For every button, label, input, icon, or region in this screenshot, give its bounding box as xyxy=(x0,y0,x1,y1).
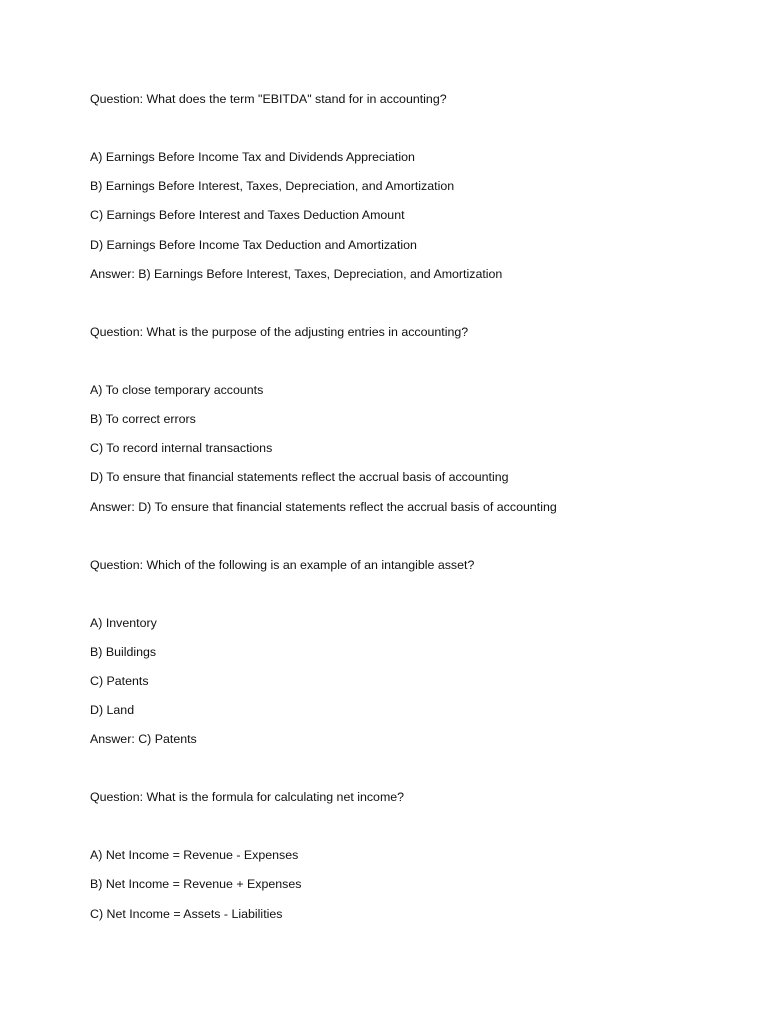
option-c: C) Net Income = Assets - Liabilities xyxy=(90,906,283,921)
question-text: Question: What is the purpose of the adjusting entries in accounting? xyxy=(90,324,469,339)
quiz-item xyxy=(90,324,730,515)
option-c: C) Earnings Before Interest and Taxes Deduction Amount xyxy=(90,208,405,223)
option-b: B) Net Income = Revenue + Expenses xyxy=(90,877,302,892)
answer-text: Answer: D) To ensure that financial statements reflect the accrual basis of accounting xyxy=(90,499,557,514)
question-text: Question: Which of the following is an example of an intangible asset? xyxy=(90,557,475,572)
option-a: A) Earnings Before Income Tax and Dividends Appreciation xyxy=(90,150,415,164)
option-c: C) To record internal transactions xyxy=(90,441,273,456)
answer-text: Answer: C) Patents xyxy=(90,732,197,747)
option-a: A) To close temporary accounts xyxy=(90,382,264,397)
option-d: D) Land xyxy=(90,703,135,718)
option-a: A) Inventory xyxy=(90,615,157,630)
option-b: B) To correct errors xyxy=(90,411,196,426)
quiz-item xyxy=(90,789,730,921)
option-b: B) Earnings Before Interest, Taxes, Depreciation, and Amortization xyxy=(90,179,455,194)
option-a: A) Net Income = Revenue - Expenses xyxy=(90,848,299,863)
option-d: D) To ensure that financial statements reflect the accrual basis of accounting xyxy=(90,470,509,485)
quiz-item xyxy=(90,557,730,748)
answer-text: Answer: B) Earnings Before Interest, Taxes, Depreciation, and Amortization xyxy=(90,266,503,281)
option-c: C) Patents xyxy=(90,673,149,688)
question-text: Question: What does the term "EBITDA" stand for in accounting? xyxy=(90,92,447,106)
option-d: D) Earnings Before Income Tax Deduction and Amortization xyxy=(90,237,417,252)
question-text: Question: What is the formula for calculating net income? xyxy=(90,790,405,805)
quiz-item xyxy=(90,91,730,282)
option-b: B) Buildings xyxy=(90,644,157,659)
document-body xyxy=(90,91,730,935)
